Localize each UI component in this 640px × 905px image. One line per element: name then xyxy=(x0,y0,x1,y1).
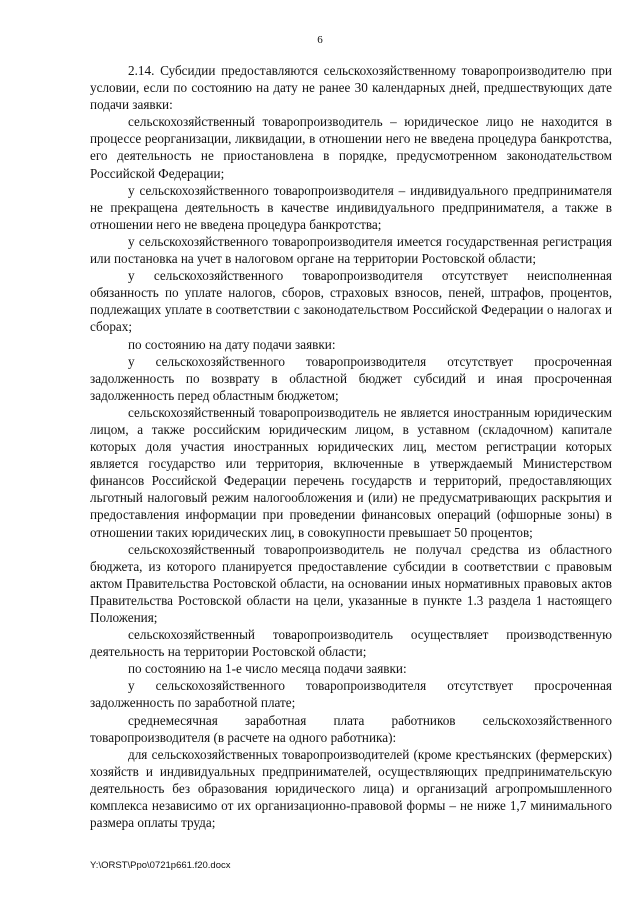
paragraph-registration-condition: у сельскохозяйственного товаропроизводителя имеется государственная регистрация или постановка на учет в налоговом органе на территории Ростовской области; xyxy=(90,233,612,267)
paragraph-legal-entity-condition: сельскохозяйственный товаропроизводитель – юридическое лицо не находится в процессе реорганизации, ликвидации, в отношении него не введена процедура банкротства, его деятельность не приостановлена в порядке, предусмотренном законодательством Российской Федерации; xyxy=(90,114,612,181)
paragraph-no-other-funds-condition: сельскохозяйственный товаропроизводитель не получал средства из областного бюджета, из которого планируется предоставление субсидии в соответствии с правовым актом Правительства Ростовской области, на основании иных нормативных правовых актов Правительства Ростовской области на цели, указанные в пункте 1.3 раздела 1 настоящего Положения; xyxy=(90,541,612,625)
footer-file-path: Y:\ORST\Ppo\0721p661.f20.docx xyxy=(90,860,231,871)
paragraph-wage-minimum-condition: для сельскохозяйственных товаропроизводителей (кроме крестьянских (фермерских) хозяйств и индивидуальных предпринимателей, осуществляющих предпринимательскую деятельность без образования юридического лица) и организаций агропромышленного комплекса независимо от их организационно-правовой формы – не ниже 1,7 минимального размера оплаты труда; xyxy=(90,746,612,831)
paragraph-tax-obligation-condition: у сельскохозяйственного товаропроизводителя отсутствует неисполненная обязанность по уплате налогов, сборов, страховых взносов, пеней, штрафов, процентов, подлежащих уплате в соответствии с законодательством Российской Федерации о налогах и сборах; xyxy=(90,268,612,335)
paragraph-2-14-intro: 2.14. Субсидии предоставляются сельскохозяйственному товаропроизводителю при условии, если по состоянию на дату не ранее 30 календарных дней, предшествующих дате подачи заявки: xyxy=(90,63,612,113)
paragraph-foreign-entity-condition: сельскохозяйственный товаропроизводитель не является иностранным юридическим лицом, а также российским юридическим лицом, в уставном (складочном) капитале которых доля участия иностранных юридических лиц, местом регистрации которых является государство или территория, включенные в утверждаемый Министерством финансов Российской Федерации перечень государств и территорий, предоставляющих льготный налоговый режим налогообложения и (или) не предусматривающих раскрытия и предоставления информации при проведении финансовых операций (офшорные зоны) в отношении таких юридических лиц, в совокупности превышает 50 процентов; xyxy=(90,404,612,540)
paragraph-individual-entrepreneur-condition: у сельскохозяйственного товаропроизводителя – индивидуального предпринимателя не прекращена деятельность в качестве индивидуального предпринимателя, а также в отношении него не введена процедура банкротства; xyxy=(90,182,612,232)
paragraph-average-wage-condition: среднемесячная заработная плата работников сельскохозяйственного товаропроизводителя (в расчете на одного работника): xyxy=(90,712,612,745)
paragraph-production-activity-condition: сельскохозяйственный товаропроизводитель осуществляет производственную деятельность на территории Ростовской области; xyxy=(90,627,612,660)
document-body xyxy=(90,62,612,831)
page-number: 6 xyxy=(317,34,323,46)
paragraph-wage-debt-condition: у сельскохозяйственного товаропроизводителя отсутствует просроченная задолженность по заработной плате; xyxy=(90,678,612,711)
paragraph-as-of-month-start: по состоянию на 1-е число месяца подачи заявки: xyxy=(128,661,407,677)
paragraph-as-of-application-date: по состоянию на дату подачи заявки: xyxy=(128,336,336,352)
paragraph-budget-debt-condition: у сельскохозяйственного товаропроизводителя отсутствует просроченная задолженность по возврату в областной бюджет субсидий и иная просроченная задолженность перед областным бюджетом; xyxy=(90,353,612,403)
